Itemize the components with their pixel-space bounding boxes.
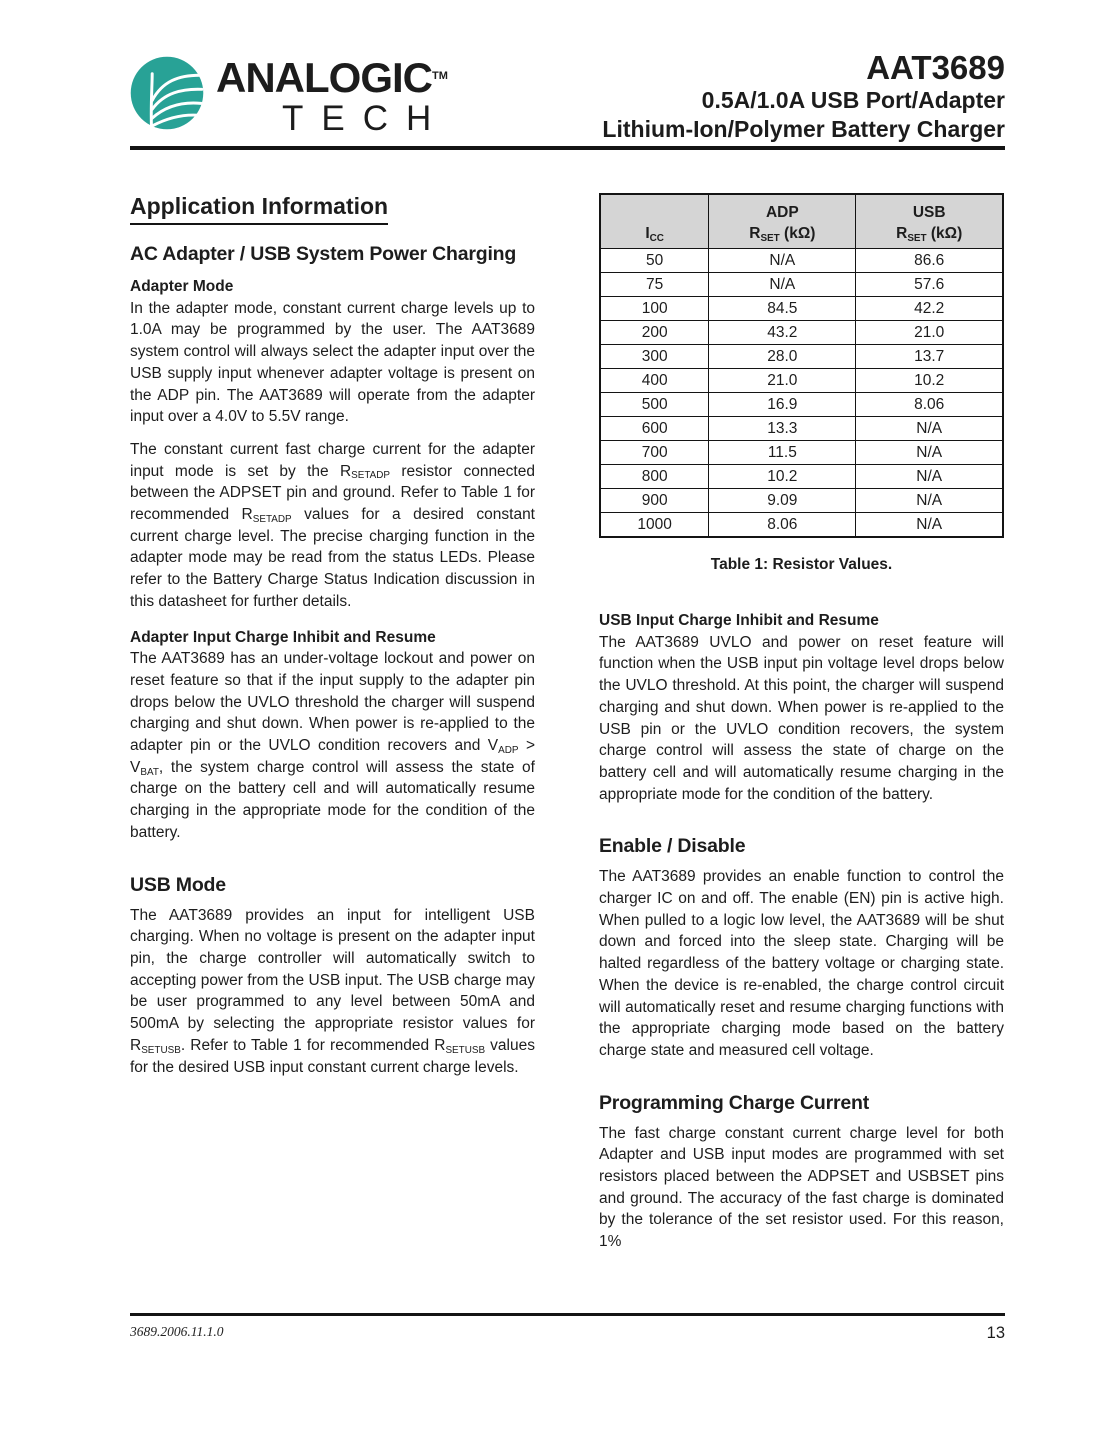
logo-leaf-icon — [130, 56, 204, 130]
cell-icc: 50 — [600, 249, 709, 273]
adapter-mode-paragraph-1: In the adapter mode, constant current charge levels up to 1.0A may be programmed by the user. The AAT3689 system control will always select the adapter input over the USB supply input whenever adapter voltage is present on the ADP pin. The AAT3689 will operate from the adapter input over a 4.0V to 5.5V range. — [130, 299, 535, 426]
adapter-inhibit-paragraph: The AAT3689 has an under-voltage lockout and power on reset feature so that if the input supply to the adapter pin drops below the UVLO threshold the charger will suspend charging and shut down. When power is re-applied to the adapter pin or the UVLO condition recovers and $V_{ADP} > V_{BAT}$, the system charge control will assess the state of charge on the battery cell and will automatically resume charging in the appropriate mode for the condition of the battery. — [130, 650, 535, 841]
cell-usb-rset: N/A — [856, 513, 1003, 538]
table-row — [600, 393, 1003, 417]
table-row — [600, 345, 1003, 369]
cell-usb-rset: N/A — [856, 489, 1003, 513]
programming-heading: Programming Charge Current — [599, 1091, 870, 1114]
subsection-title: AC Adapter / USB System Power Charging — [130, 243, 517, 265]
cell-usb-rset: 57.6 — [856, 273, 1003, 297]
enable-disable-heading: Enable / Disable — [599, 835, 746, 858]
right-column — [599, 193, 1004, 1263]
table-body — [600, 249, 1003, 538]
cell-icc: 1000 — [600, 513, 709, 538]
analogictech-logo — [130, 56, 449, 138]
section-title: Application Information — [130, 193, 535, 225]
adapter-mode-heading: Adapter Mode — [130, 278, 234, 295]
cell-usb-rset: 8.06 — [856, 393, 1003, 417]
cell-usb-rset: 13.7 — [856, 345, 1003, 369]
brand-sub: TECH — [282, 99, 450, 138]
table-row — [600, 321, 1003, 345]
cell-icc: 75 — [600, 273, 709, 297]
part-number: AAT3689 — [866, 49, 1005, 86]
adapter-mode-paragraph-2: The constant current fast charge current for the adapter input mode is set by the $R_{SETADP}$ resistor connected between the ADPSET pin and ground. Refer to Table 1 for recommended $R_{SETADP}$ values for a desired constant current charge level. The precise charging function in the adapter mode may be read from the status LEDs. Please refer to the Battery Charge Status Indication discussion in this datasheet for further details. — [130, 440, 535, 610]
trademark-symbol: TM — [432, 70, 448, 82]
table-caption: Table 1: Resistor Values. — [710, 556, 893, 573]
cell-adp-rset: 28.0 — [709, 345, 856, 369]
cell-usb-rset: 86.6 — [856, 249, 1003, 273]
programming-paragraph: The fast charge constant current charge level for both Adapter and USB input modes are programmed with set resistors placed between the ADPSET and USBSET pins and ground. The accuracy of the fast charge is dominated by the tolerance of the set resistor used. For this reason, 1% — [599, 1124, 1004, 1251]
table-row — [600, 273, 1003, 297]
cell-adp-rset: 13.3 — [709, 417, 856, 441]
cell-usb-rset: N/A — [856, 417, 1003, 441]
cell-icc: 100 — [600, 297, 709, 321]
cell-icc: 700 — [600, 441, 709, 465]
usb-inhibit-paragraph: The AAT3689 UVLO and power on reset feature will function when the USB input pin voltage level drops below the UVLO threshold. At this point, the charger will suspend charging and shut down. When power is re-applied to the USB pin or the UVLO condition recovers, the system charge control will assess the state of charge on the battery cell and will automatically resume charging in the appropriate mode for the condition of the battery. — [599, 633, 1004, 803]
datasheet-page — [130, 0, 1005, 1263]
document-code: 3689.2006.11.1.0 — [130, 1324, 224, 1339]
logo-wordmark — [216, 56, 449, 138]
enable-disable-paragraph: The AAT3689 provides an enable function to control the charger IC on and off. The enable (EN) pin is active high. When pulled to a logic low level, the AAT3689 will be shut down and forced into the sleep state. Charging will be halted regardless of the battery voltage or charging state. When the device is re-enabled, the charge control circuit will automatically reset and resume charging functions with the appropriate charging mode based on the battery charge state and measured cell voltage. — [599, 868, 1004, 1059]
usb-inhibit-heading: USB Input Charge Inhibit and Resume — [599, 612, 879, 629]
subtitle-line1: 0.5A/1.0A USB Port/Adapter — [701, 87, 1005, 113]
cell-adp-rset: 8.06 — [709, 513, 856, 538]
subtitle-line2: Lithium-Ion/Polymer Battery Charger — [602, 116, 1005, 142]
cell-usb-rset: N/A — [856, 441, 1003, 465]
page-header — [130, 0, 1005, 150]
table-row — [600, 513, 1003, 538]
table-header-row — [600, 194, 1003, 249]
table-row — [600, 465, 1003, 489]
usb-mode-paragraph: The AAT3689 provides an input for intelligent USB charging. When no voltage is present on the adapter input pin, the charge controller will automatically switch to accepting power from the USB input. The USB charge may be user programmed to any level between 50mA and 500mA by selecting the appropriate resistor values for $R_{SETUSB}$. Refer to Table 1 for recommended $R_{SETUSB}$ values for the desired USB input constant current charge levels. — [130, 906, 535, 1076]
cell-usb-rset: N/A — [856, 465, 1003, 489]
cell-adp-rset: 21.0 — [709, 369, 856, 393]
table-header-usb-rset: USB $R_{SET}$ (kΩ) — [856, 194, 1003, 249]
cell-adp-rset: N/A — [709, 273, 856, 297]
table-header-icc: $I_{CC}$ — [600, 194, 709, 249]
table-row — [600, 417, 1003, 441]
table-row — [600, 369, 1003, 393]
page-footer — [130, 1313, 1005, 1343]
cell-adp-rset: 9.09 — [709, 489, 856, 513]
cell-icc: 400 — [600, 369, 709, 393]
adapter-inhibit-heading: Adapter Input Charge Inhibit and Resume — [130, 628, 436, 646]
cell-icc: 500 — [600, 393, 709, 417]
table-row — [600, 297, 1003, 321]
cell-adp-rset: 43.2 — [709, 321, 856, 345]
cell-usb-rset: 42.2 — [856, 297, 1003, 321]
cell-icc: 600 — [600, 417, 709, 441]
left-column — [130, 193, 535, 1263]
table-header-adp-rset: ADP $R_{SET}$ (kΩ) — [709, 194, 856, 249]
resistor-values-table — [599, 193, 1004, 538]
cell-adp-rset: N/A — [709, 249, 856, 273]
page-number: 13 — [986, 1324, 1005, 1342]
cell-icc: 800 — [600, 465, 709, 489]
cell-adp-rset: 84.5 — [709, 297, 856, 321]
cell-icc: 200 — [600, 321, 709, 345]
table-row — [600, 249, 1003, 273]
cell-usb-rset: 21.0 — [856, 321, 1003, 345]
table-row — [600, 441, 1003, 465]
cell-adp-rset: 16.9 — [709, 393, 856, 417]
cell-icc: 900 — [600, 489, 709, 513]
two-column-layout — [130, 193, 1005, 1263]
cell-adp-rset: 11.5 — [709, 441, 856, 465]
document-title-block — [602, 50, 1005, 144]
cell-usb-rset: 10.2 — [856, 369, 1003, 393]
usb-mode-heading: USB Mode — [130, 873, 226, 896]
table-row — [600, 489, 1003, 513]
cell-adp-rset: 10.2 — [709, 465, 856, 489]
brand-name: ANALOGIC™ — [216, 54, 448, 101]
cell-icc: 300 — [600, 345, 709, 369]
